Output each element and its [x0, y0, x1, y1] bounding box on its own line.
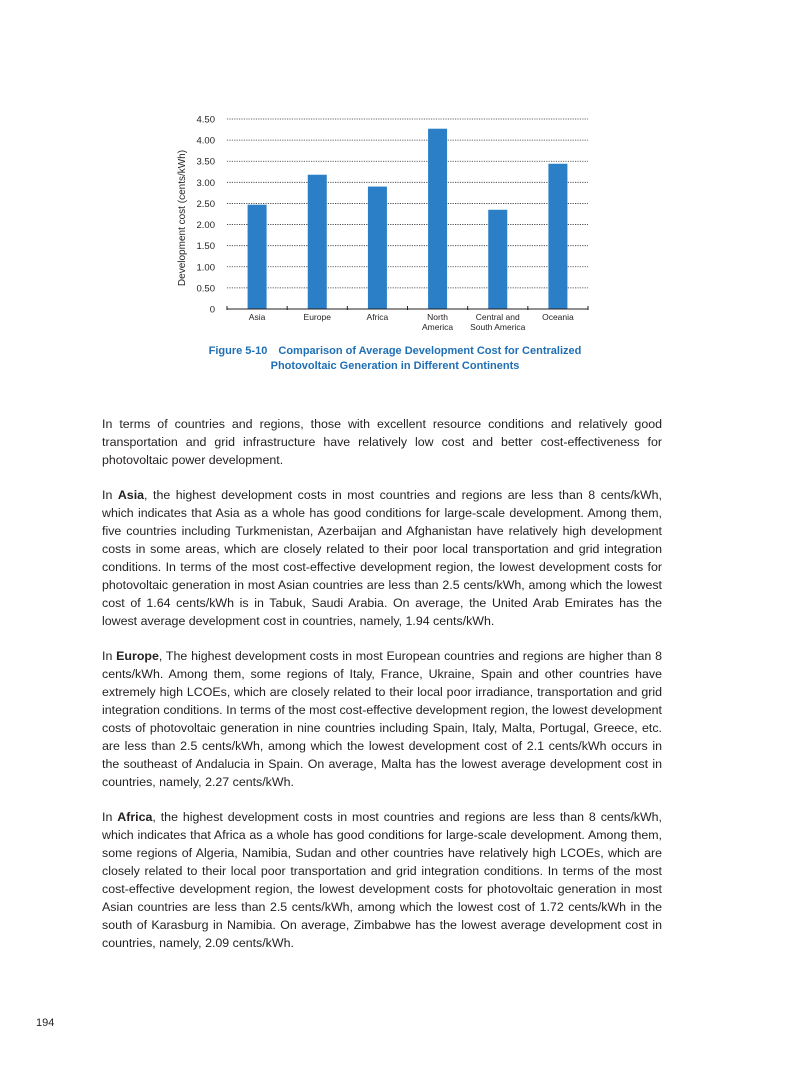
bar-chart: [170, 108, 610, 338]
y-axis-label: Development cost (cents/kWh): [177, 149, 188, 287]
y-tick-label: 1.50: [196, 241, 215, 253]
bar-north-america: [428, 129, 447, 309]
x-axis-labels: [249, 312, 574, 332]
y-tick-label: 2.00: [196, 220, 215, 232]
y-tick-label: 4.00: [196, 135, 215, 147]
region-heading: Europe: [116, 649, 159, 663]
figure-number: Figure 5-10: [208, 345, 268, 357]
y-tick-label: 0.50: [196, 283, 215, 295]
x-tick-label: Asia: [248, 312, 266, 322]
bar-oceania: [548, 164, 567, 309]
paragraph-europe: In Europe, The highest development costs in most European countries and regions are higher than 8 cents/kWh. Among them, some regions of Italy, France, Ukraine, Spain and other countries have extremely high LCOEs, which are closely related to their local poor irradiance, transportation and grid integration conditions. In terms of the most cost-effective development region, the lowest development costs of photovoltaic generation in nine countries including Spain, Italy, Malta, Portugal, Greece, etc. are less than 2.5 cents/kWh, among which the lowest development cost of 2.1 cents/kWh occurs in the southeast of Andalucia in Spain. On average, Malta has the lowest average development cost in countries, namely, 2.27 cents/kWh.: [102, 649, 662, 789]
bar-europe: [308, 175, 327, 309]
region-heading: Africa: [117, 810, 153, 824]
figure-caption-line2: Photovoltaic Generation in Different Continents: [270, 360, 520, 372]
bar-asia: [248, 205, 267, 309]
y-tick-label: 1.00: [196, 262, 215, 274]
figure-caption: [150, 344, 640, 374]
x-axis: [227, 306, 588, 310]
x-tick-label: Central and: [475, 312, 520, 322]
gridlines: [227, 119, 588, 288]
bars: [248, 129, 568, 309]
x-tick-label: North: [427, 312, 448, 322]
paragraph-africa: In Africa, the highest development costs in most countries and regions are less than 8 cents/kWh, which indicates that Africa as a whole has good conditions for large-scale development. Among them, some regions of Algeria, Namibia, Sudan and other countries have relatively high LCOEs, which are closely related to their local poor transportation and grid integration conditions. In terms of the most cost-effective development region, the lowest development costs for photovoltaic generation in most Asian countries are less than 2.5 cents/kWh, among which the lowest cost of 1.72 cents/kWh in the south of Karasburg in Namibia. On average, Zimbabwe has the lowest average development cost in countries, namely, 2.09 cents/kWh.: [102, 810, 662, 950]
y-axis-ticks: [197, 115, 216, 316]
paragraph-asia: In Asia, the highest development costs in most countries and regions are less than 8 cents/kWh, which indicates that Asia as a whole has good conditions for large-scale development. Among them, five countries including Turkmenistan, Azerbaijan and Afghanistan have relatively high development costs in some areas, which are closely related to their poor local transportation and grid integration conditions. In terms of the most cost-effective development region, the lowest development costs for photovoltaic generation in most Asian countries are less than 2.5 cents/kWh, among which the lowest cost of 1.64 cents/kWh is in Tabuk, Saudi Arabia. On average, the United Arab Emirates has the lowest average development cost in countries, namely, 1.94 cents/kWh.: [102, 488, 662, 628]
y-tick-label: 3.00: [196, 177, 215, 189]
y-tick-label: 0: [209, 304, 215, 316]
x-tick-label: Oceania: [542, 312, 574, 322]
y-tick-label: 2.50: [196, 198, 215, 210]
y-tick-label: 3.50: [196, 156, 215, 168]
bar-africa: [368, 187, 387, 309]
x-tick-label: Africa: [366, 312, 389, 322]
y-tick-label: 4.50: [196, 114, 215, 126]
x-tick-label: South America: [470, 322, 526, 332]
x-tick-label: Europe: [303, 312, 331, 322]
figure-caption-line1: Comparison of Average Development Cost for Centralized: [278, 345, 582, 357]
paragraph-intro: In terms of countries and regions, those with excellent resource conditions and relatively good transportation and grid infrastructure have relatively low cost and better cost-effectiveness for photovoltaic power development.: [102, 417, 662, 467]
body-text: [102, 415, 662, 969]
page-number: 194: [36, 1017, 55, 1029]
bar-central-and-south-america: [488, 210, 507, 309]
region-heading: Asia: [117, 488, 145, 502]
x-tick-label: America: [421, 322, 454, 332]
